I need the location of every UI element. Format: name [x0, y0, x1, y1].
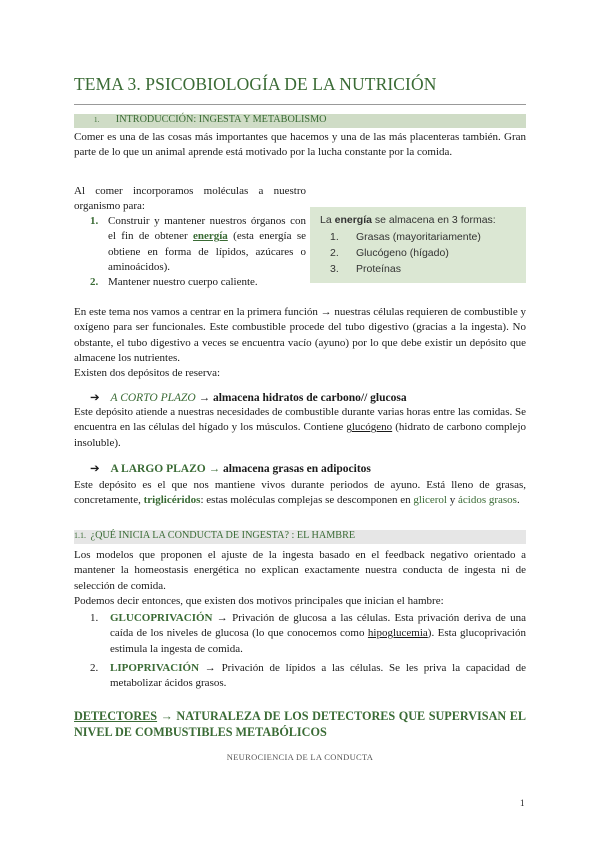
short-term-desc: almacena hidratos de carbono// glucosa [212, 392, 407, 404]
short-term-label: A CORTO PLAZO [110, 392, 196, 404]
energy-storage-box [310, 207, 526, 283]
section-heading-hunger [74, 530, 526, 544]
short-term-paragraph: Este depósito atiende a nuestras necesidades de combustible durante varias horas entre las comidas. Se encuentra en las células del hígado y los músculos. Contiene glucógeno (hidrato de carbono complejo insoluble). [74, 406, 526, 449]
box-heading: La energía se almacena en 3 formas: [320, 214, 496, 226]
title-divider [74, 104, 526, 105]
long-term-paragraph: Este depósito es el que nos mantiene vivos durante periodos de ayuno. Está lleno de grasas, concretamente, triglicéridos: estas moléculas complejas se descomponen en glicerol y ácidos grasos. [74, 479, 526, 507]
energy-keyword: energía [192, 230, 228, 243]
section-heading-intro [74, 114, 526, 128]
long-term-heading: ➔ A LARGO PLAZO → almacena grasas en adipocitos [90, 463, 371, 475]
models-paragraph: Los modelos que proponen el ajuste de la ingesta basado en el feedback negativo orientado a mantener la homeostasis energética no explican exactamente nuestra conducta de ingesta ni de selección de comida. [74, 549, 526, 592]
list-number: 2. [90, 276, 99, 289]
page-title: TEMA 3. PSICOBIOLOGÍA DE LA NUTRICIÓN [74, 74, 437, 94]
reserves-paragraph: Existen dos depósitos de reserva: [74, 367, 221, 379]
list-item: 2. LIPOPRIVACIÓN → Privación de lípidos a las células. Se les priva la capacidad de metabolizar ácidos grasos. [90, 661, 526, 690]
long-term-desc: almacena grasas en adipocitos [222, 463, 371, 475]
incorporate-paragraph: Al comer incorporamos moléculas a nuestro organismo para: [74, 185, 306, 213]
glycerol-keyword: glicerol [413, 494, 447, 507]
list-item: 1. Grasas (mayoritariamente) [330, 231, 481, 243]
triglycerides-keyword: triglicéridos [143, 494, 201, 507]
list-number: 2. [90, 661, 99, 674]
detectors-heading: DETECTORES → NATURALEZA DE LOS DETECTORES QUE SUPERVISAN EL NIVEL DE COMBUSTIBLES METABÓLICOS [74, 709, 526, 739]
goals-list [90, 214, 306, 290]
glycogen-keyword: glucógeno [346, 421, 393, 434]
glucoprivation-keyword: GLUCOPRIVACIÓN [110, 612, 213, 624]
detectors-keyword: DETECTORES [74, 709, 158, 723]
list-item: 1. GLUCOPRIVACIÓN → Privación de glucosa a las células. Esta privación deriva de una caída de los niveles de glucosa (lo que conocemos como hipoglucemia). Esta glucoprivación estimula la ingesta de comida. [90, 612, 526, 655]
list-number: 1. [90, 612, 99, 624]
long-term-label: A LARGO PLAZO [110, 463, 206, 475]
list-number: 1. [90, 215, 99, 227]
hypoglycemia-keyword: hipoglucemia [367, 627, 428, 640]
goal-text: Construir y mantener nuestros órganos con el fin de obtener [108, 215, 306, 243]
list-item [90, 214, 306, 275]
section-label: INTRODUCCIÓN: INGESTA Y METABOLISMO [115, 114, 327, 125]
section-number: 1.1. [74, 531, 86, 540]
page-footer: NEUROCIENCIA DE LA CONDUCTA [226, 752, 374, 762]
list-item: 2. Glucógeno (hígado) [330, 247, 449, 259]
short-term-heading: ➔ A CORTO PLAZO → almacena hidratos de carbono// glucosa [90, 392, 407, 404]
box-heading-key: energía [334, 214, 372, 226]
intro-paragraph: Comer es una de las cosas más importantes que hacemos y una de las más placenteras también. Gran parte de lo que un animal aprende está motivado por la lucha constante por la comida. [74, 131, 526, 159]
arrow-bullet-icon: ➔ [90, 392, 100, 404]
section-number: 1. [94, 116, 100, 124]
goal-text: Mantener nuestro cuerpo caliente. [108, 276, 258, 289]
lipoprivation-keyword: LIPOPRIVACIÓN [110, 661, 200, 674]
fatty-acids-keyword: ácidos grasos [458, 494, 517, 507]
focus-paragraph: En este tema nos vamos a centrar en la primera función → nuestras células requieren de combustible y oxígeno para ser funcionales. Este combustible procede del tubo digestivo (gracias a la ingesta). No obstante, el tubo digestivo a veces se encuentra vacío (ayuno) por lo que debe existir un depósito que almacene los nutrientes. [74, 306, 526, 364]
page-number: 1 [520, 798, 525, 808]
section-label: ¿QUÉ INICIA LA CONDUCTA DE INGESTA? : EL HAMBRE [90, 530, 356, 541]
goal-text-post: (esta energía se obtiene en forma de lípidos, azúcares o aminoácidos). [108, 230, 306, 273]
hunger-list [90, 611, 526, 691]
arrow-bullet-icon: ➔ [90, 463, 100, 475]
motives-paragraph: Podemos decir entonces, que existen dos motivos principales que inician el hambre: [74, 595, 444, 607]
list-item [90, 275, 306, 290]
list-item: 3. Proteínas [330, 263, 401, 275]
